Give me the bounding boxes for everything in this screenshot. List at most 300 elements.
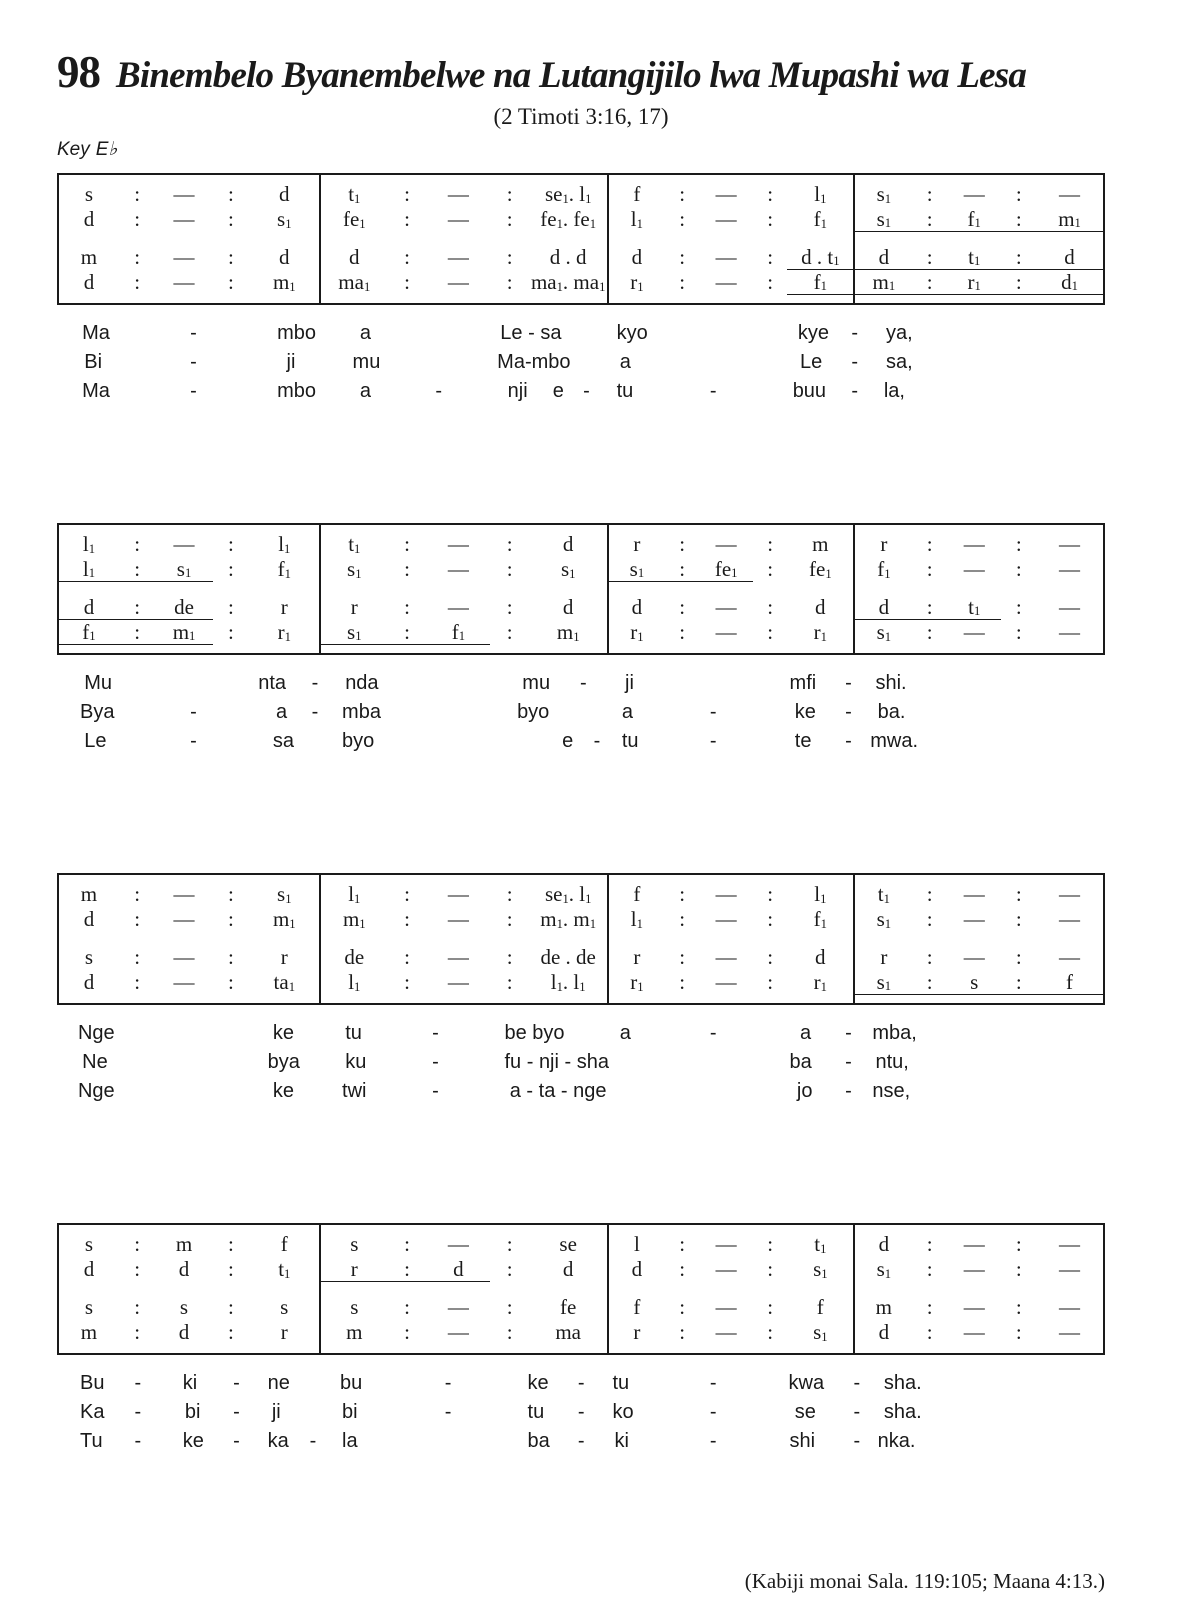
lyric-token: tu [612,1372,630,1394]
voice-row [609,557,854,582]
beat-separator: : [506,557,513,581]
solfa-note: s [84,1295,94,1319]
solfa-note: — [963,1232,985,1256]
beat-separator: : [119,557,155,582]
beat-separator: : [404,532,410,556]
lyric-token: fu - nji - sha [504,1051,609,1073]
beat-separator: : [134,970,141,994]
lyric-token: ku [345,1051,367,1073]
solfa-note: — [715,945,737,969]
beat-separator: : [227,1295,234,1319]
solfa-note: r [880,532,888,556]
lyric-token: - [435,380,442,402]
beat-separator: : [767,1295,774,1319]
lyric-token: Ma [82,322,110,344]
solfa-note: s [84,1232,94,1256]
voice-row [59,620,319,645]
beat-separator: : [134,945,141,969]
solfa-note: f [633,1295,641,1319]
measure-3 [609,1225,856,1353]
solfa-note: m [812,532,829,556]
voice-row [321,1232,606,1257]
beat-separator: : [227,945,234,969]
solfa-note: — [173,207,195,231]
beat-separator: : [767,270,774,294]
beat-separator: : [506,270,513,294]
beat-separator: : [679,207,686,231]
solfa-note: — [963,1295,985,1319]
voice-row [855,907,1103,932]
solfa-note: s 1 [347,557,362,581]
solfa-note: — [173,182,195,206]
lyric-token: a [800,1022,812,1044]
beat-separator: : [767,532,774,556]
lyric-token: a [621,701,633,723]
lyric-token: - [709,1022,717,1044]
beat-separator: : [404,1295,410,1319]
voice-row [609,620,854,645]
beat-separator: : [227,207,234,231]
lyric-token: - [709,701,717,723]
solfa-note: s [84,945,94,969]
lyric-token: se [794,1401,816,1423]
solfa-note: l 1 [814,882,827,906]
solfa-note: f [1036,970,1103,995]
solfa-note: d [631,595,643,619]
solfa-note: d 1 [1036,270,1103,295]
solfa-note: f [280,1232,288,1256]
lyric-token: a [619,351,631,373]
notation-grid-1 [57,173,1105,305]
lyric-token: - [444,1401,452,1423]
beat-separator: : [767,907,774,931]
solfa-note: ma [555,1320,581,1344]
solfa-note: r [280,945,288,969]
solfa-note: — [447,532,469,556]
solfa-note: m 1 [342,907,366,931]
lyric-token: Ma-mbo [497,351,571,373]
lyric-token: - [432,1080,439,1102]
lyric-token: - [577,1401,585,1423]
beat-separator: : [679,532,686,556]
solfa-note: m 1 [272,270,296,294]
solfa-note: se 1 . l 1 [544,882,592,906]
lyric-token: mbo [277,380,316,402]
beat-separator: : [134,1232,141,1256]
lyric-token: buu [792,380,827,402]
beat-separator: : [404,245,410,269]
solfa-note: d [855,245,912,270]
solfa-note: s 1 [855,207,912,232]
solfa-note: m [875,1295,893,1319]
solfa-note: t 1 [947,595,1001,620]
solfa-note: t 1 [348,532,361,556]
solfa-note: — [963,557,985,581]
lyric-token: shi. [875,672,907,694]
beat-separator: : [679,1320,686,1344]
voice-row [609,182,854,207]
beat-separator: : [134,207,141,231]
lyric-token: - [845,1080,852,1102]
solfa-note: f 1 [813,207,827,231]
solfa-note: d [562,532,574,556]
solfa-note: l 1 [348,970,361,994]
lyric-token: tu [621,730,639,752]
measure-1 [59,525,321,653]
lyric-token: nta [258,672,287,694]
beat-separator: : [926,945,933,969]
lyric-token: - [577,1430,585,1452]
measure-2 [321,1225,608,1353]
measure-1 [59,175,321,303]
measure-3 [609,525,856,653]
measure-2 [321,175,608,303]
lyric-token: tu [616,380,634,402]
lyric-token: ya, [885,322,913,344]
beat-separator: : [767,970,774,994]
voice-row [855,882,1103,907]
lyric-token: - [432,1022,439,1044]
solfa-note: fe 1 . fe 1 [540,207,597,231]
lyric-token: Le - sa [500,322,562,344]
beat-separator: : [134,270,141,294]
lyric-token: sha. [883,1401,922,1423]
lyric-token: te [794,730,812,752]
beat-separator: : [134,882,141,906]
beat-separator: : [227,595,234,619]
solfa-note: m [80,1320,98,1344]
voice-row [59,1232,319,1257]
beat-separator: : [679,1257,686,1281]
lyric-token: nse, [872,1080,911,1102]
solfa-note: — [447,182,469,206]
beat-separator: : [926,1257,933,1281]
lyric-token: a [619,1022,631,1044]
beat-separator: : [506,595,513,619]
solfa-note: s 1 [560,557,576,581]
lyric-token: - [709,1401,717,1423]
beat-separator: : [767,1232,774,1256]
measure-3 [609,875,856,1003]
lyric-token: mu [352,351,381,373]
solfa-note: — [447,595,469,619]
solfa-note: — [447,1295,469,1319]
voice-row [59,182,319,207]
lyric-token: - [853,1372,861,1394]
solfa-note: — [1059,182,1081,206]
solfa-note: r [633,532,641,556]
measure-4 [855,175,1103,303]
solfa-note: m 1 [1036,207,1103,232]
beat-separator: : [227,557,234,581]
solfa-note: l 1 [278,532,291,556]
beat-separator: : [506,532,513,556]
beat-separator: : [1001,207,1036,232]
beat-separator: : [404,557,410,581]
solfa-note: m [346,1320,363,1344]
voice-row [321,557,606,582]
solfa-note: f 1 [947,207,1001,232]
voice-row [855,1232,1103,1257]
measure-2 [321,525,608,653]
beat-separator: : [1015,945,1022,969]
solfa-note: m 1 [155,620,212,645]
beat-separator: : [1015,1320,1022,1344]
beat-separator: : [767,1257,774,1281]
voice-row [59,1257,319,1282]
lyric-token: e [552,380,564,402]
footer-reference: (Kabiji monai Sala. 119:105; Maana 4:13.) [744,1569,1105,1593]
solfa-note: t 1 [278,1257,291,1281]
beat-separator: : [506,882,513,906]
beat-separator: : [912,207,947,232]
lyric-token: a [359,322,371,344]
lyric-token: - [583,380,590,402]
beat-separator: : [227,882,234,906]
voice-row [321,1320,606,1345]
solfa-note: s 1 [876,182,892,206]
solfa-note: — [963,532,985,556]
solfa-note: d [878,1232,890,1256]
solfa-note: — [447,557,469,581]
score [57,173,1105,1463]
beat-separator: : [506,1320,513,1344]
title-line [57,46,1105,98]
solfa-note: — [1059,1295,1081,1319]
beat-separator: : [134,532,141,556]
beat-separator: : [134,1257,141,1281]
solfa-note: s 1 [813,1320,828,1344]
solfa-note: — [447,207,469,231]
lyric-token: - [311,701,319,723]
solfa-note: t 1 [947,245,1001,270]
solfa-note: l 1 . l 1 [550,970,586,994]
beat-separator: : [404,882,410,906]
lyric-token: Ka [80,1401,105,1423]
voice-row [609,882,854,907]
solfa-note: de [155,595,212,620]
solfa-note: s [350,1232,359,1256]
beat-separator: : [404,907,410,931]
beat-separator: : [1015,620,1022,644]
beat-separator: : [665,557,699,582]
lyric-token: - [709,1430,717,1452]
lyric-token: Bya [80,701,115,723]
lyric-token: Nge [77,1080,115,1102]
measure-1 [59,875,321,1003]
lyric-token: - [851,351,859,373]
solfa-note: — [447,907,469,931]
lyric-token: a [276,701,288,723]
lyric-token: byo [342,730,375,752]
lyric-token: Le [84,730,107,752]
lyric-token: - [845,672,852,694]
lyric-token: e [562,730,574,752]
voice-row [321,1295,606,1320]
lyric-token: - [134,1430,142,1452]
solfa-note: s 1 [321,620,387,645]
lyric-token: - [134,1401,142,1423]
voice-row [609,1320,854,1345]
lyric-token: mba [342,701,381,723]
solfa-note: r 1 [630,270,644,294]
beat-separator: : [506,907,513,931]
solfa-note: d . d [549,245,587,269]
solfa-note: d [83,207,95,231]
lyric-token: bi [342,1401,358,1423]
solfa-note: — [1059,595,1081,619]
beat-separator: : [506,182,513,206]
voice-row [321,970,606,995]
beat-separator: : [679,245,686,269]
solfa-note: s [84,182,94,206]
notation-grid-4 [57,1223,1105,1355]
beat-separator: : [679,1232,686,1256]
voice-row [59,532,319,557]
solfa-note: f 1 [813,907,827,931]
beat-separator: : [404,1320,410,1344]
beat-separator: : [506,620,513,644]
lyric-token: - [233,1401,240,1423]
beat-separator: : [227,182,234,206]
lyric-token: bu [339,1372,363,1394]
solfa-note: s 1 [277,207,292,231]
beat-separator: : [767,182,774,206]
solfa-note: f [633,182,641,206]
lyric-token: ne [267,1372,290,1394]
solfa-note: — [173,907,195,931]
lyric-token: ka [267,1430,289,1452]
solfa-note: s 1 [876,907,892,931]
hymn-title: Binembelo Byanembelwe na Lutangijilo lwa Mupashi wa Lesa [116,55,1027,96]
solfa-note: d [815,945,826,969]
lyric-token: mwa. [870,730,919,752]
beat-separator: : [1015,907,1022,931]
solfa-note: fe 1 [808,557,832,581]
solfa-note: s 1 [277,882,292,906]
lyric-token: ke [794,701,816,723]
voice-row [855,1295,1103,1320]
solfa-note: — [715,882,737,906]
solfa-note: — [963,907,985,931]
beat-separator: : [912,595,947,620]
solfa-note: m [80,245,98,269]
measure-1 [59,1225,321,1353]
beat-separator: : [679,945,686,969]
solfa-note: d [855,595,912,620]
solfa-note: l 1 [348,882,361,906]
voice-row [321,182,606,207]
solfa-note: — [173,532,195,556]
lyric-token: - [845,730,852,752]
solfa-note: se 1 . l 1 [544,182,592,206]
lyric-token: ko [612,1401,634,1423]
solfa-note: f [633,882,641,906]
beat-separator: : [134,245,141,269]
lyric-token: sa, [885,351,913,373]
solfa-note: — [963,620,985,644]
lyric-token: ba [527,1430,550,1452]
voice-row [609,207,854,232]
beat-separator: : [1001,245,1036,270]
lyric-token: bi [184,1401,201,1423]
voice-row [609,270,854,295]
beat-separator: : [926,1320,933,1344]
solfa-note: — [715,182,737,206]
solfa-note: — [963,1257,985,1281]
solfa-note: m 1 [272,907,296,931]
lyric-token: - [845,1051,852,1073]
beat-separator: : [387,1257,427,1282]
solfa-note: — [963,945,985,969]
voice-row [321,907,606,932]
lyric-token: ke [527,1372,549,1394]
solfa-note: de [344,945,365,969]
key-label: Key [57,139,90,160]
solfa-note: — [715,907,737,931]
lyric-token: byo [517,701,550,723]
lyric-token: - [309,1430,317,1452]
beat-separator: : [227,1320,234,1344]
voice-row [855,595,1103,620]
measure-3 [609,175,856,303]
voice-row [609,245,854,270]
lyric-token: Bu [80,1372,105,1394]
voice-row [59,907,319,932]
beat-separator: : [1015,182,1022,206]
beat-separator: : [119,595,155,620]
voice-row [609,1257,854,1282]
lyric-token: jo [796,1080,813,1102]
solfa-note: — [1059,882,1081,906]
solfa-note: — [715,595,737,619]
beat-separator: : [506,245,513,269]
beat-separator: : [404,945,410,969]
lyric-token: a [359,380,371,402]
solfa-note: — [715,970,737,994]
beat-separator: : [1001,270,1036,295]
lyric-token: - [432,1051,439,1073]
solfa-note: — [447,270,469,294]
lyric-token: tu [345,1022,362,1044]
solfa-note: s 1 [813,1257,828,1281]
measure-4 [855,875,1103,1003]
lyric-token: Bi [84,351,103,373]
system-1 [57,173,1105,413]
solfa-note: f 1 [59,620,119,645]
lyric-token: Ma [82,380,110,402]
beat-separator: : [227,1232,234,1256]
beat-separator: : [926,1232,933,1256]
notation-grid-2 [57,523,1105,655]
solfa-note: d [178,1257,190,1281]
beat-separator: : [1015,1257,1022,1281]
lyrics-block-4 [57,1371,1105,1463]
voice-row [855,182,1103,207]
solfa-note: — [447,945,469,969]
beat-separator: : [227,907,234,931]
lyric-token: - [311,672,319,694]
solfa-note: s [947,970,1001,995]
lyric-token: ki [182,1372,198,1394]
solfa-note: d [178,1320,190,1344]
solfa-note: — [1059,532,1081,556]
beat-separator: : [926,882,933,906]
solfa-note: — [447,245,469,269]
lyric-token: nka. [877,1430,916,1452]
solfa-note: d [83,970,95,994]
solfa-note: l 1 [630,207,643,231]
